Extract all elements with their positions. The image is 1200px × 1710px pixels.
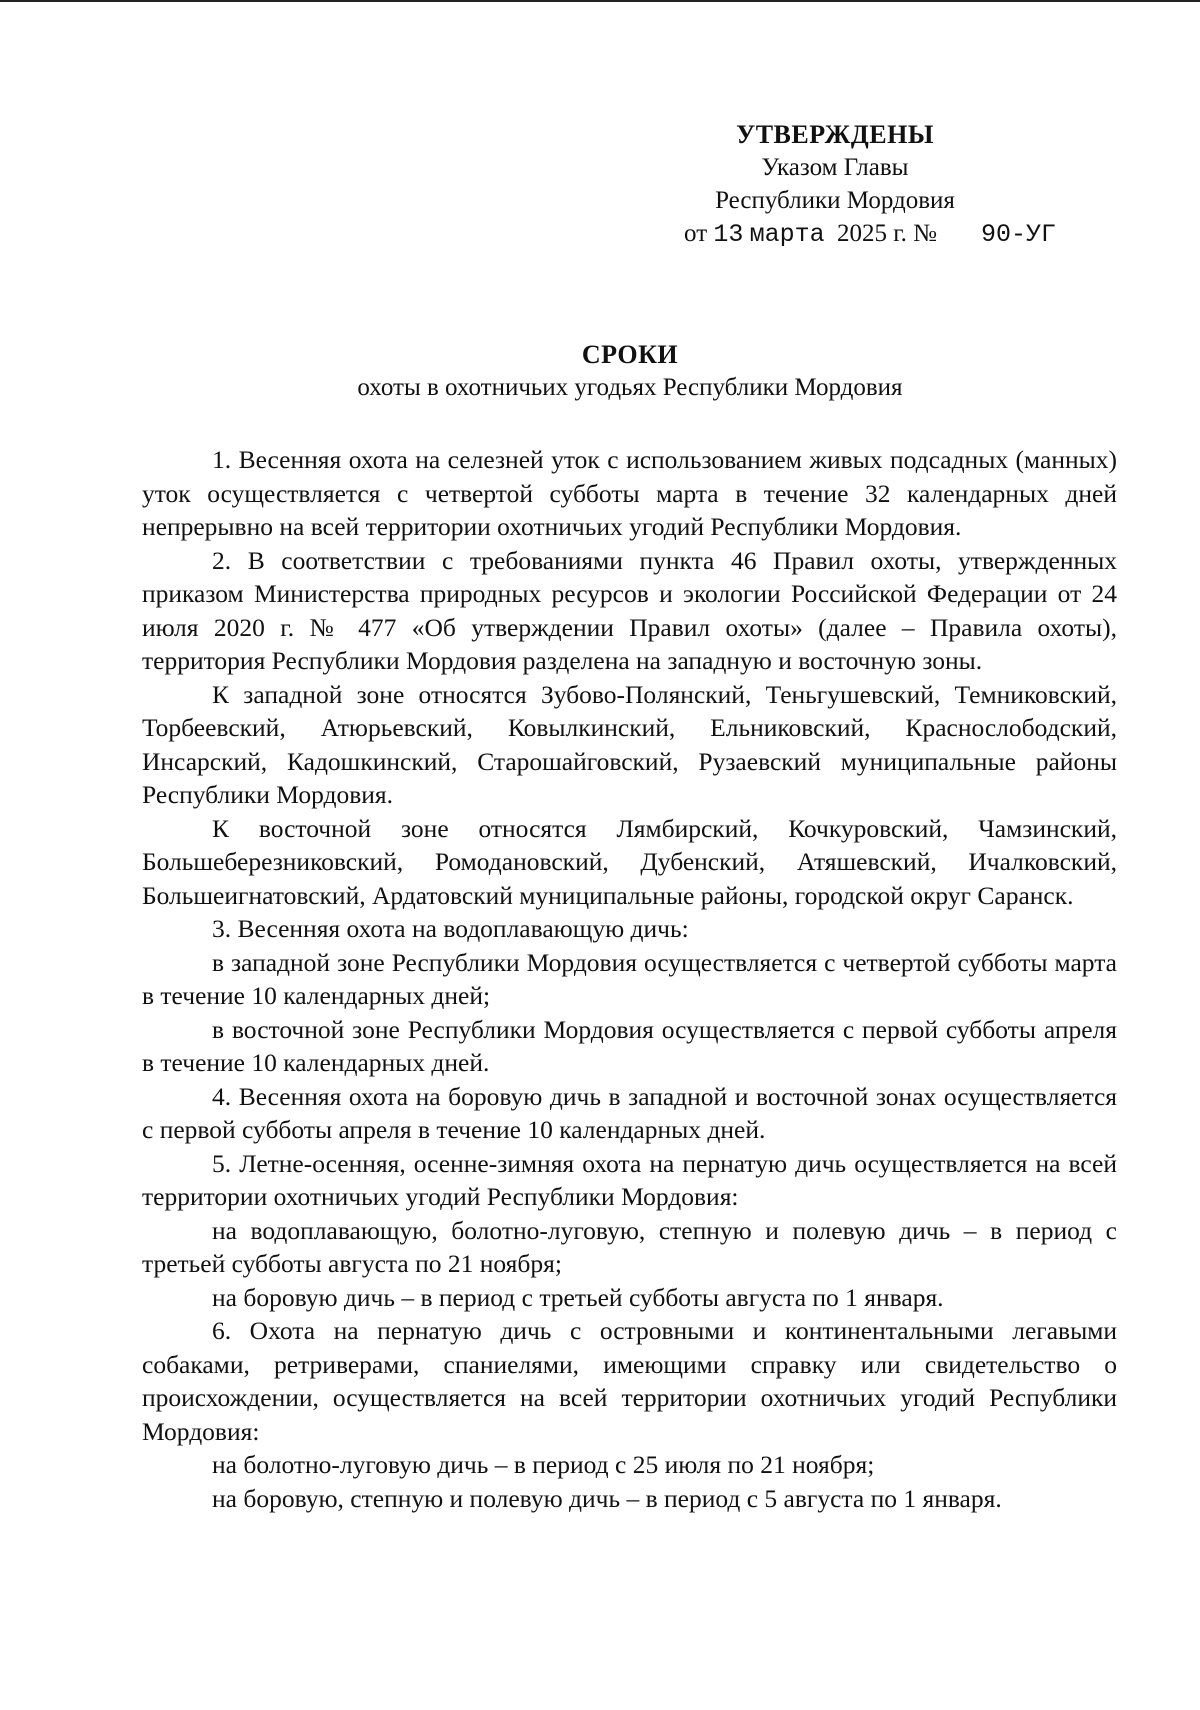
paragraph: 1. Весенняя охота на селезней уток с использованием живых подсадных (манных) уток осуществляется с четвертой субботы марта в течение 32 календарных дней непрерывно на всей территории охотничьих угодий Республики Мордовия. [142,445,1117,541]
scan-top-edge [0,0,1200,2]
paragraph: на боровую дичь – в период с третьей субботы августа по 1 января. [212,1282,944,1312]
paragraph: 3. Весенняя охота на водоплавающую дичь: [212,914,689,943]
document-title: СРОКИ [581,340,679,369]
paragraph: в западной зоне Республики Мордовия осуществляется с четвертой субботы марта в течение 10 календарных дней; [142,947,1117,1010]
approval-order-line [600,217,1070,251]
approval-stamp [600,118,1070,251]
approval-line-2: Республики Мордовия [715,187,955,214]
paragraph: 2. В соответствии с требованиями пункта 46 Правил охоты, утвержденных приказом Министерства природных ресурсов и экологии Российской Федерации от 24 июля 2020 г. № 477 «Об утверждении Правил охоты» (далее – Правила охоты), территория Республики Мордовия разделена на западную и восточную зоны. [142,545,1117,675]
document-body [142,443,1117,1515]
paragraph: 6. Охота на пернатую дичь с островными и континентальными легавыми собаками, ретриверами, спаниелями, имеющими справку или свидетельство о происхождении, осуществляется на всей территории охотничьих угодий Республики Мордовия: [142,1316,1117,1446]
paragraph: 4. Весенняя охота на боровую дичь в западной и восточной зонах осуществляется с первой субботы апреля в течение 10 календарных дней. [142,1081,1117,1144]
order-prefix: от [684,220,708,247]
order-day: 13 [713,220,744,249]
order-month: марта [749,220,825,249]
document-subtitle: охоты в охотничьих угодьях Республики Мордовия [357,374,903,401]
order-year: 2025 г. № [836,220,937,247]
paragraph: в восточной зоне Республики Мордовия осуществляется с первой субботы апреля в течение 10 календарных дней. [142,1014,1117,1077]
paragraph: К восточной зоне относятся Лямбирский, Кочкуровский, Чамзинский, Большеберезниковский, Ромодановский, Дубенский, Атяшевский, Ичалковский, Большеигнатовский, Ардатовский муниципальные районы, городской округ Саранск. [142,813,1117,910]
paragraph: на болотно-луговую дичь – в период с 25 июля по 21 ноября; [212,1450,875,1479]
order-number: 90-УГ [980,220,1056,249]
paragraph: К западной зоне относятся Зубово-Полянский, Теньгушевский, Темниковский, Торбеевский, Атюрьевский, Ковылкинский, Ельниковский, Краснослободский, Инсарский, Кадошкинский, Старошайговский, Рузаевский муниципальные районы Республики Мордовия. [142,679,1117,809]
paragraph: на боровую, степную и полевую дичь – в период с 5 августа по 1 января. [212,1483,1002,1513]
approval-heading: УТВЕРЖДЕНЫ [736,120,934,149]
approval-line-1: Указом Главы [761,154,909,181]
paragraph: на водоплавающую, болотно-луговую, степную и полевую дичь – в период с третьей субботы августа по 21 ноября; [142,1215,1117,1278]
paragraph: 5. Летне-осенняя, осенне-зимняя охота на пернатую дичь осуществляется на всей территории охотничьих угодий Республики Мордовия: [142,1148,1117,1211]
